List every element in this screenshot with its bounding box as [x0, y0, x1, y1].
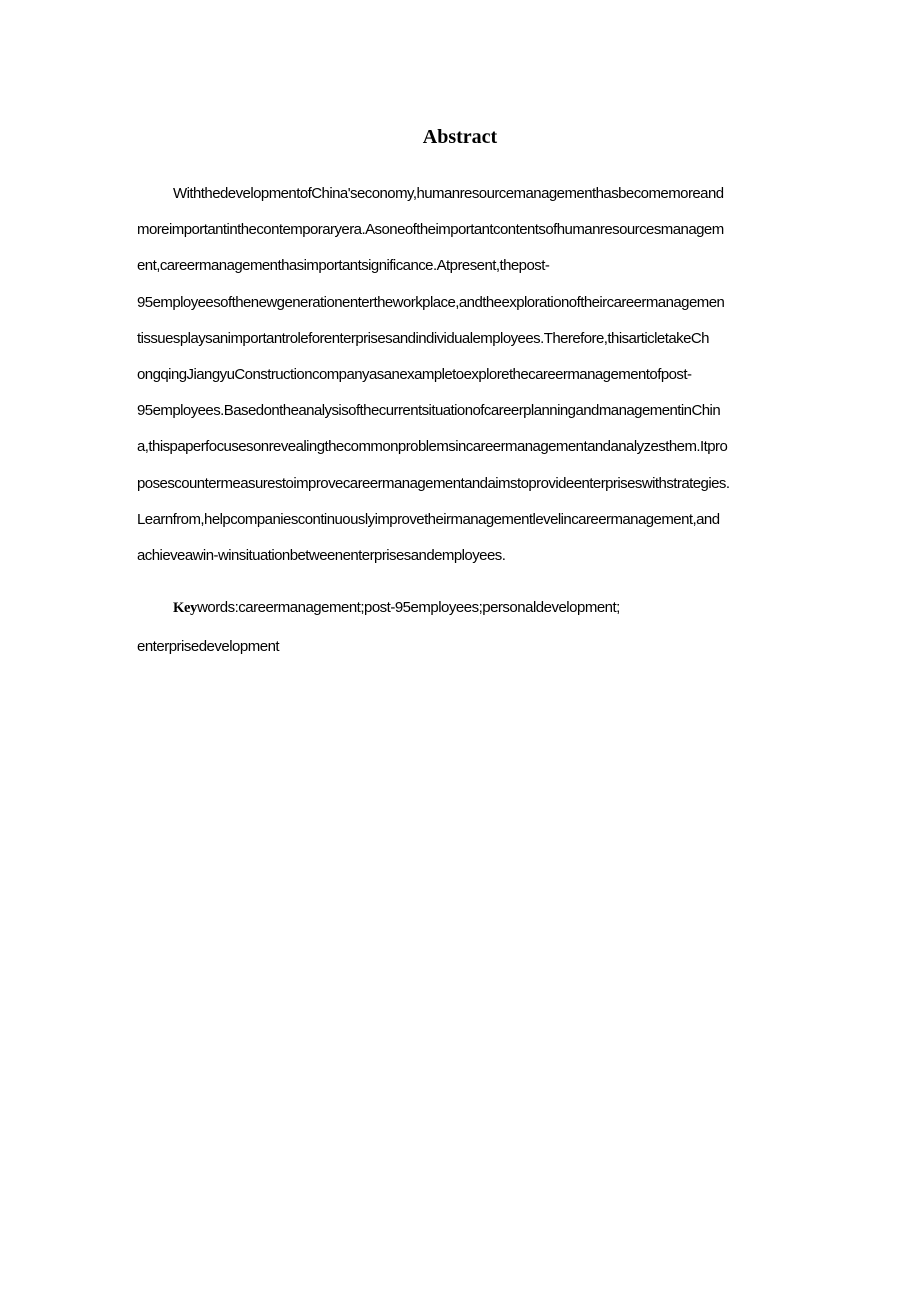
abstract-body [137, 181, 787, 579]
keywords-section [137, 595, 787, 673]
abstract-line: moreimportantinthecontemporaryera.Asoneoftheimportantcontentsofhumanresourcesmanagem [137, 221, 724, 239]
abstract-line: achieveawin-winsituationbetweenenterprisesandemployees. [137, 546, 506, 564]
keywords-label: Key [173, 600, 198, 616]
abstract-line: posescountermeasurestoimprovecareermanagementandaimstoprovideenterpriseswithstrategies. [137, 474, 730, 492]
abstract-line: 95employees.BasedontheanalysisofthecurrentsituationofcareerplanningandmanagementinChin [137, 402, 721, 420]
keywords-text: words:careermanagement;post-95employees;personaldevelopment; [197, 599, 620, 616]
abstract-line: WiththedevelopmentofChina'seconomy,humanresourcemanagementhasbecomemoreand [173, 185, 724, 202]
keywords-line-2: enterprisedevelopment [137, 638, 280, 655]
abstract-title: Abstract [422, 126, 498, 148]
abstract-line: 95employeesofthenewgenerationentertheworkplace,andtheexplorationoftheircareermanagemen [137, 293, 725, 311]
abstract-line: a,thispaperfocusesonrevealingthecommonproblemsincareermanagementandanalyzesthem.Itpro [137, 438, 728, 456]
abstract-line: ongqingJiangyuConstructioncompanyasanexampletoexplorethecareermanagementofpost- [137, 365, 692, 383]
abstract-line: Learnfrom,helpcompaniescontinuouslyimprovetheirmanagementlevelincareermanagement,and [137, 510, 720, 528]
abstract-line: tissuesplaysanimportantroleforenterprisesandindividualemployees.Therefore,thisarticletakeCh [137, 329, 709, 347]
abstract-line: ent,careermanagementhasimportantsignificance.Atpresent,thepost- [137, 257, 550, 275]
keywords-line-1 [137, 595, 787, 634]
